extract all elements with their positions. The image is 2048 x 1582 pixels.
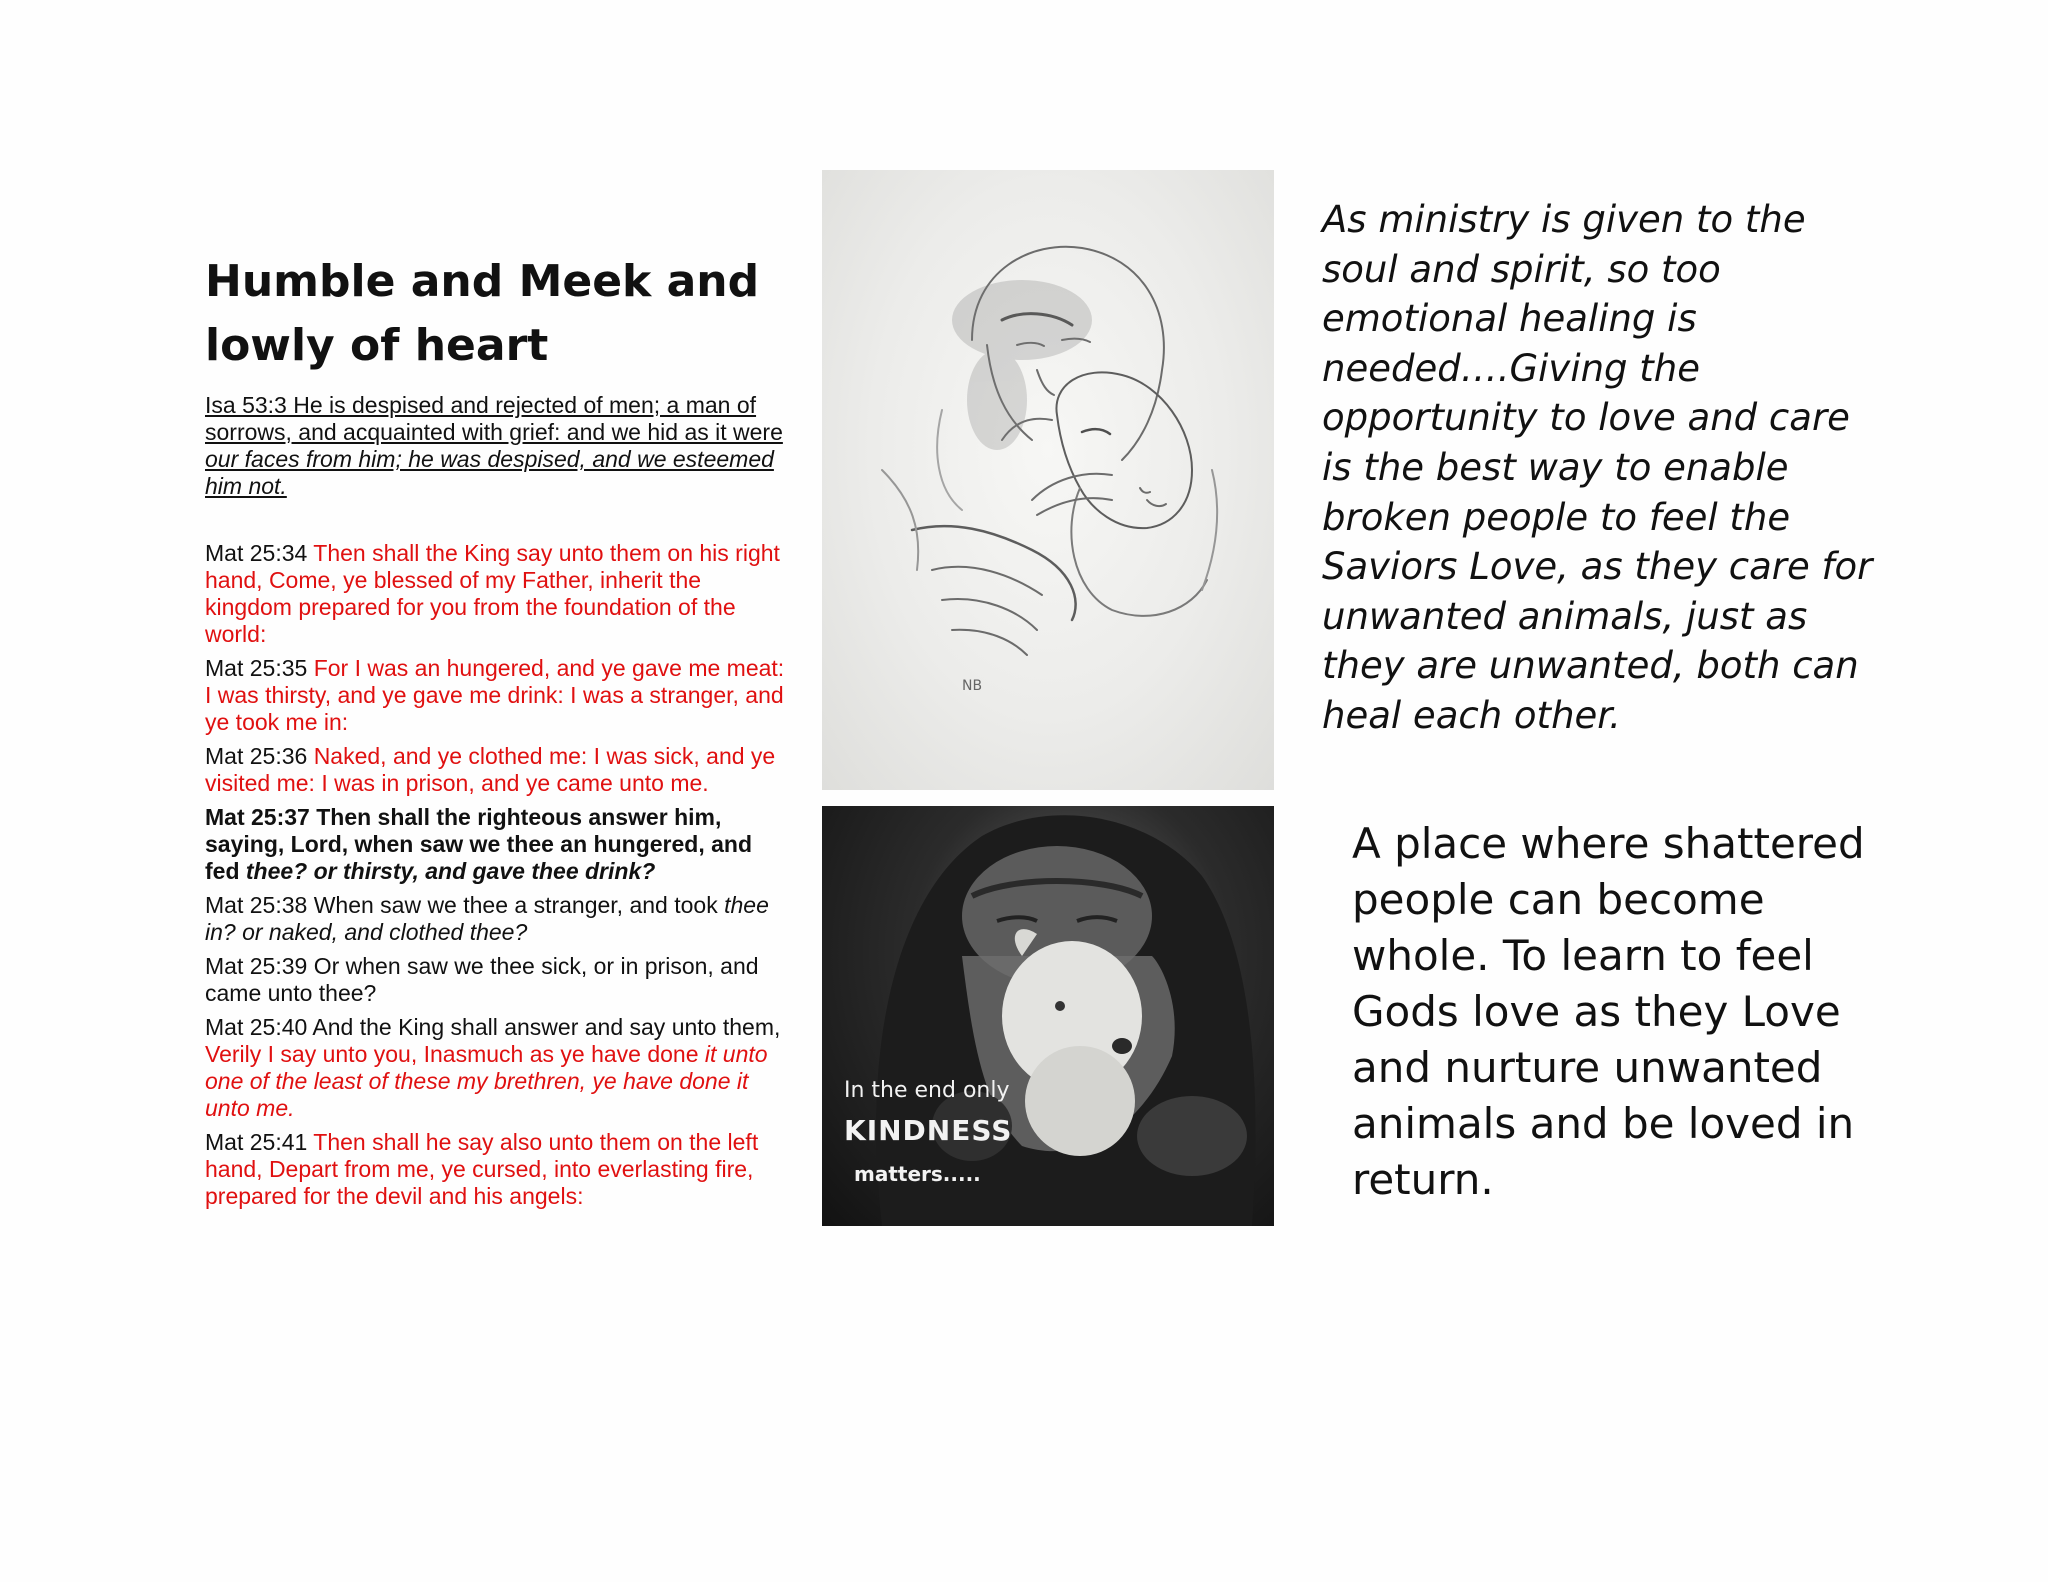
verse-italic-text: thee? or thirsty, and gave thee drink? <box>245 858 656 884</box>
verse-mat-25-37 <box>205 804 785 885</box>
photo-caption-line1: In the end only <box>844 1078 1010 1103</box>
sketch-man-lamb-image <box>822 170 1274 790</box>
verse-text: Then shall the righteous answer him, saying, Lord, when saw we thee an hungered, and fed <box>205 804 752 884</box>
kindness-photo-image <box>822 806 1274 1226</box>
verse-ref: Mat 25:37 <box>205 804 317 830</box>
verse-red-italic-text: it unto one of the least of these my brethren, ye have done it unto me. <box>205 1041 768 1121</box>
page-title: Humble and Meek and lowly of heart <box>205 256 760 371</box>
verse-mat-25-40 <box>205 1014 785 1122</box>
verse-mat-25-39 <box>205 953 785 1007</box>
verse-mat-25-36 <box>205 743 785 797</box>
verse-red-text: Then shall the King say unto them on his right hand, Come, ye blessed of my Father, inherit the kingdom prepared for you from the foundation of the world: <box>205 540 780 647</box>
place-paragraph: A place where shattered people can become whole. To learn to feel Gods love as they Love and nurture unwanted animals and be loved in return. <box>1352 819 1865 1204</box>
verse-ref: Mat 25:38 <box>205 892 314 918</box>
verse-mat-25-41 <box>205 1129 785 1210</box>
verse-mat-25-38 <box>205 892 785 946</box>
verse-ref: Mat 25:39 <box>205 953 314 979</box>
ministry-paragraph: As ministry is given to the soul and spirit, so too emotional healing is needed….Giving the opportunity to love and care is the best way to enable broken people to feel the Saviors Love, as they care for unwanted animals, just as they are unwanted, both can heal each other. <box>1322 198 1873 737</box>
verse-ref: Mat 25:35 <box>205 655 314 681</box>
verse-ref: Mat 25:40 <box>205 1014 313 1040</box>
verse-text: Or when saw we thee sick, or in prison, and came unto thee? <box>205 953 759 1006</box>
verse-ref: Mat 25:36 <box>205 743 314 769</box>
photo-caption-line3: matters..... <box>854 1162 981 1186</box>
verse-red-text: For I was an hungered, and ye gave me meat: I was thirsty, and ye gave me drink: I was a stranger, and ye took me in: <box>205 655 785 735</box>
verse-red-text: Then shall he say also unto them on the left hand, Depart from me, ye cursed, into everlasting fire, prepared for the devil and his angels: <box>205 1129 759 1209</box>
verse-text: When saw we thee a stranger, and took <box>313 892 725 918</box>
sketch-signature: NB <box>962 678 983 694</box>
verse-text: And the King shall answer and say unto them, <box>312 1014 781 1040</box>
verse-red-text: Verily I say unto you, Inasmuch as ye have done <box>205 1041 705 1067</box>
sketch-drawing <box>822 170 1274 790</box>
verse-mat-25-34 <box>205 540 785 648</box>
scripture-column <box>205 250 785 1217</box>
verse-ref: Mat 25:41 <box>205 1129 314 1155</box>
verse-ref: Mat 25:34 <box>205 540 314 566</box>
isaiah-verse-text: Isa 53:3 He is despised and rejected of men; a man of sorrows, and acquainted with grief: and we hid as it were <box>205 392 783 445</box>
isaiah-verse-italic: our faces from him; he was despised, and we esteemed him not. <box>205 446 774 499</box>
verse-mat-25-35 <box>205 655 785 736</box>
photo-caption-line2: KINDNESS <box>844 1114 1013 1147</box>
verse-italic-text: thee in? or naked, and clothed thee? <box>205 892 769 945</box>
verse-red-text: Naked, and ye clothed me: I was sick, and ye visited me: I was in prison, and ye came unto me. <box>205 743 776 796</box>
isaiah-verse <box>205 392 785 500</box>
